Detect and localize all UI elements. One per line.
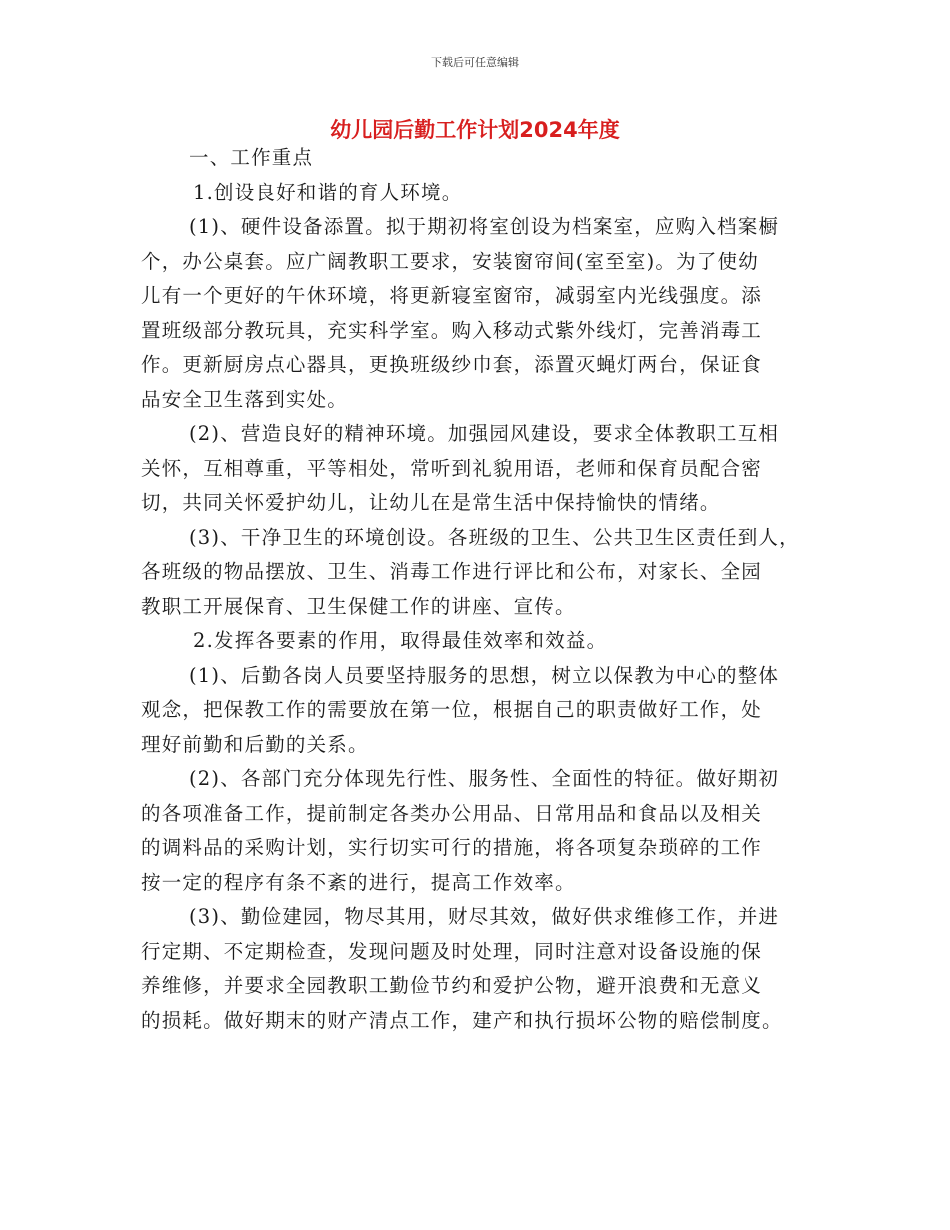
paragraph-line: 切，共同关怀爱护幼儿，让幼儿在是常生活中保持愉快的情绪。 [141,491,721,514]
paragraph-line: 行定期、不定期检查，发现问题及时处理，同时注意对设备设施的保 [141,939,763,963]
paragraph-line: 置班级部分教玩具，充实科学室。购入移动式紫外线灯，完善消毒工 [141,318,763,342]
paragraph-line: (2)、各部门充分体现先行性、服务性、全面性的特征。做好期初 [189,767,780,790]
paragraph-line: 观念，把保教工作的需要放在第一位，根据自己的职责做好工作，处 [141,698,763,721]
paragraph-line: 教职工开展保育、卫生保健工作的讲座、宣传。 [141,594,576,618]
paragraph-line: 各班级的物品摆放、卫生、消毒工作进行评比和公布，对家长、全园 [141,560,763,583]
paragraph-line: 的各项准备工作，提前制定各类办公用品、日常用品和食品以及相关 [141,801,763,825]
paragraph-line: (2)、营造良好的精神环境。加强园风建设，要求全体教职工互相 [189,422,780,445]
paragraph-line: (1)、后勤各岗人员要坚持服务的思想，树立以保教为中心的整体 [189,663,780,687]
document-body [141,141,821,1038]
paragraph-line: 品安全卫生落到实处。 [141,387,349,411]
paragraph-line: 的损耗。做好期末的财产清点工作，建产和执行损坏公物的赔偿制度。 [141,1008,783,1032]
subsection-heading: 2.发挥各要素的作用，取得最佳效率和效益。 [193,629,608,652]
paragraph-line: 个，办公桌套。应广阔教职工要求，安装窗帘间(室至室)。为了使幼 [141,249,759,273]
paragraph-line: (1)、硬件设备添置。拟于期初将室创设为档案室，应购入档案橱 [189,215,780,238]
section-heading: 一、工作重点 [189,146,314,169]
document-title: 幼儿园后勤工作计划2024年度 [330,118,620,142]
paragraph-line: (3)、勤俭建园，物尽其用，财尽其效，做好供求维修工作，并进 [189,905,780,928]
paragraph-line: 儿有一个更好的午休环境，将更新寝室窗帘，减弱室内光线强度。添 [141,284,763,307]
paragraph-line: 作。更新厨房点心器具，更换班级纱巾套，添置灭蝇灯两台，保证食 [141,353,763,376]
page-header-note: 下载后可任意编辑 [431,56,519,69]
paragraph-line: 按一定的程序有条不紊的进行，提高工作效率。 [141,870,576,894]
subsection-heading: 1.创设良好和谐的育人环境。 [193,180,463,204]
paragraph-line: 理好前勤和后勤的关系。 [141,732,369,756]
paragraph-line: 的调料品的采购计划，实行切实可行的措施，将各项复杂琐碎的工作 [141,836,763,859]
paragraph-line: 关怀，互相尊重，平等相处，常听到礼貌用语，老师和保育员配合密 [141,456,763,480]
paragraph-line: 养维修，并要求全园教职工勤俭节约和爱护公物，避开浪费和无意义 [141,974,763,997]
paragraph-line: (3)、干净卫生的环境创设。各班级的卫生、公共卫生区责任到人， [189,525,800,549]
